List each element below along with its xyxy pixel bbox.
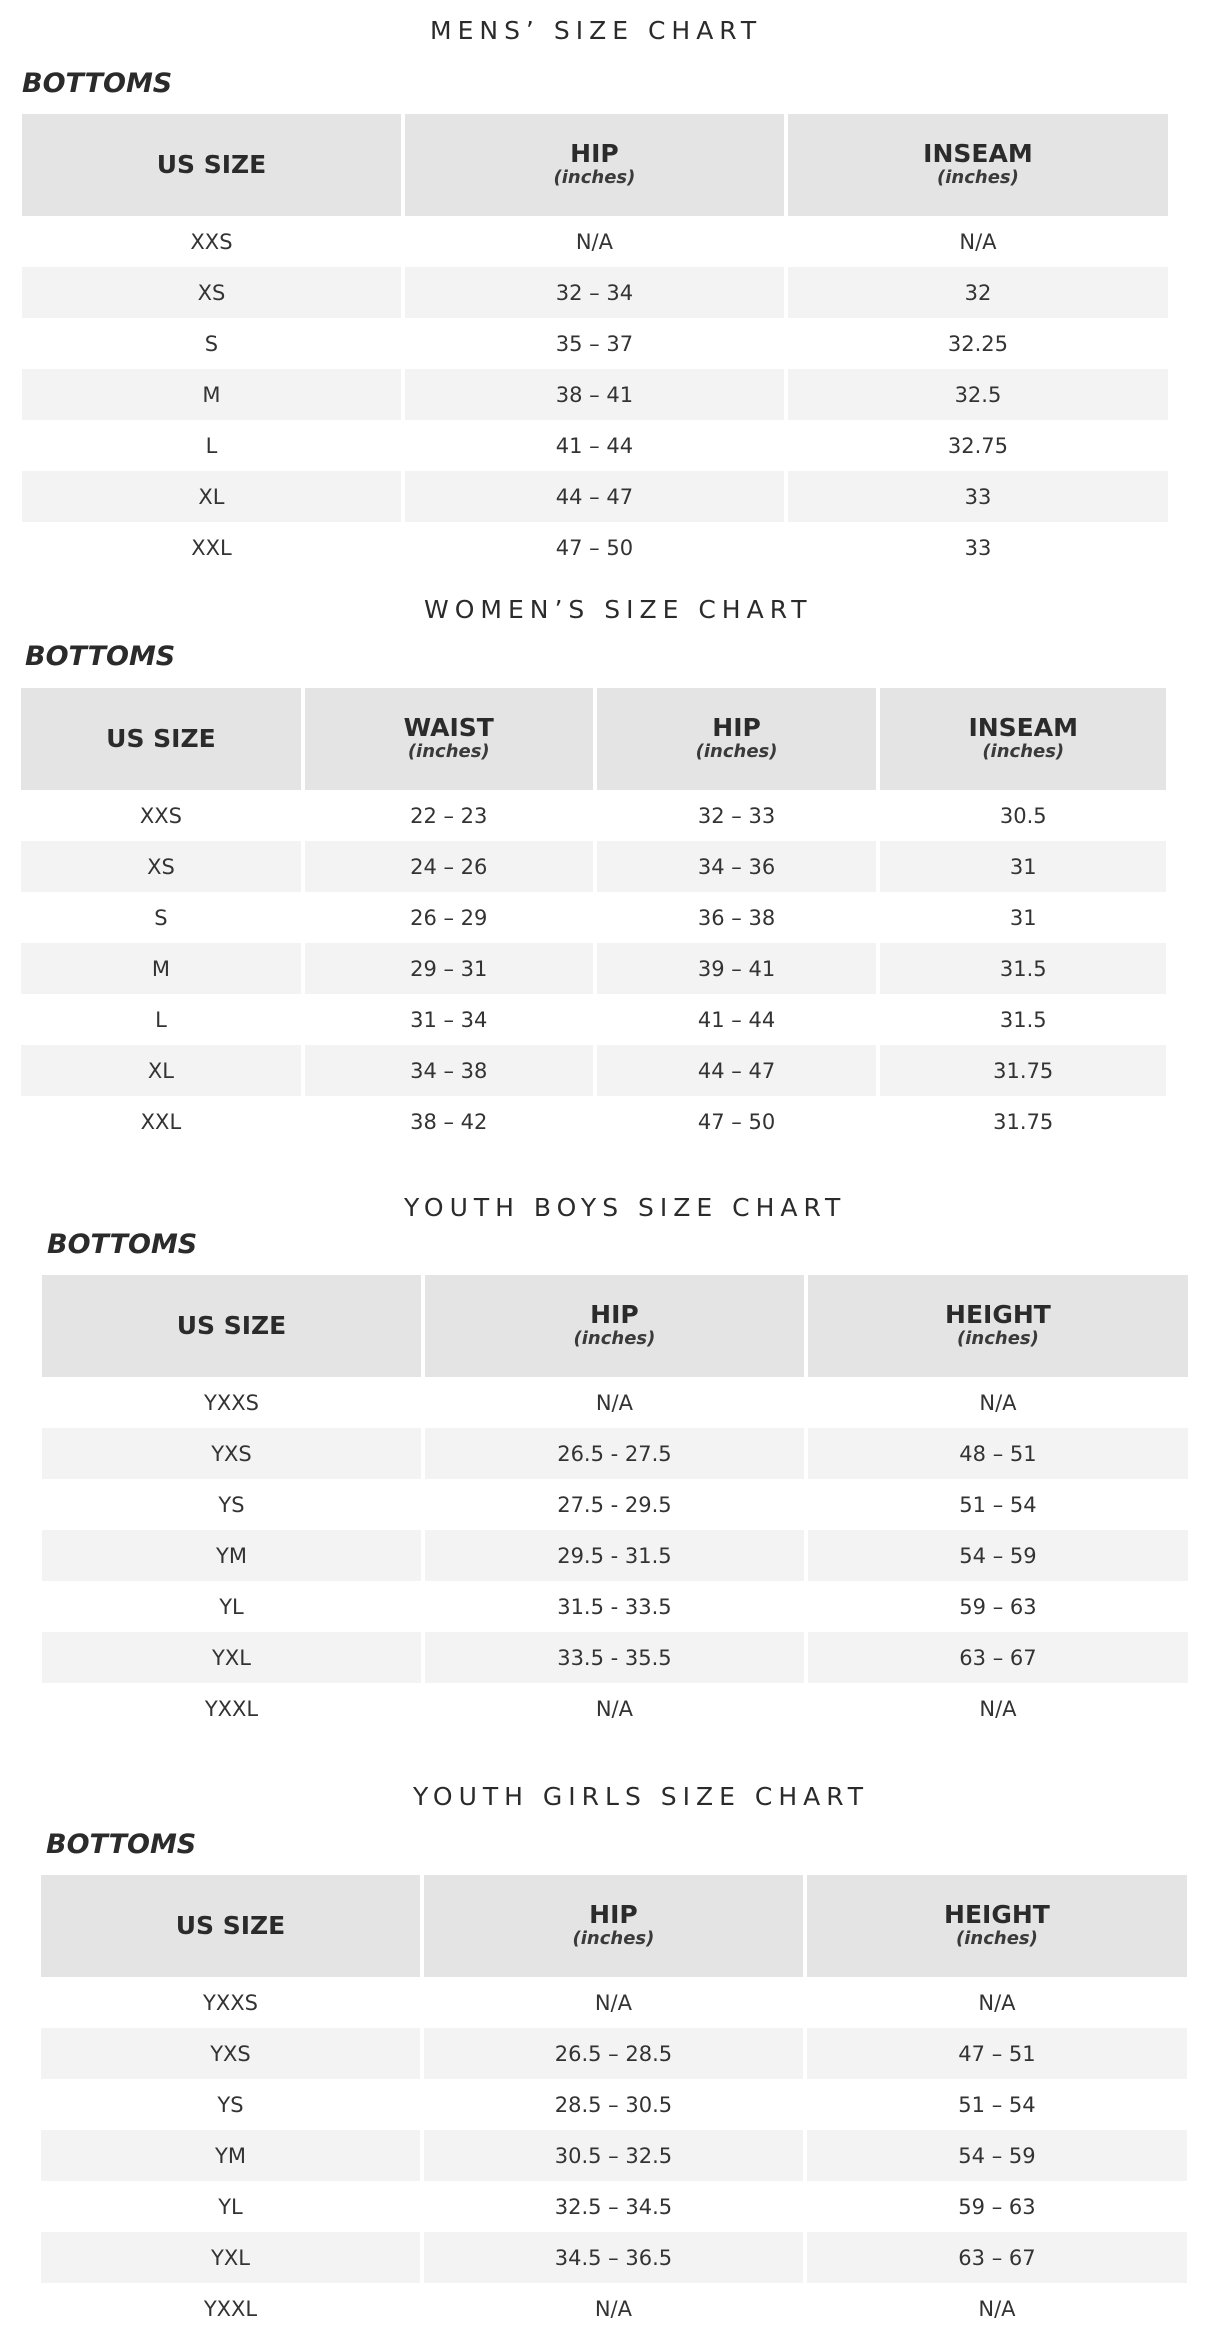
table-cell: 41 – 44 — [697, 1007, 776, 1032]
table-row — [22, 369, 1168, 420]
table-row — [21, 1045, 1166, 1096]
table-cell: 22 – 23 — [410, 803, 488, 828]
table-row — [41, 1977, 1187, 2028]
table-row — [21, 994, 1166, 1045]
table-cell: 47 – 50 — [697, 1109, 776, 1134]
column-header — [41, 1875, 420, 1977]
column-header — [880, 688, 1166, 790]
table-cell: YXXS — [203, 1990, 258, 2015]
table-cell: 38 – 41 — [405, 369, 784, 420]
table-row — [42, 1479, 1188, 1530]
table-row — [41, 2079, 1187, 2130]
table-cell: 59 – 63 — [958, 2194, 1036, 2219]
table-cell: 26 – 29 — [410, 905, 488, 930]
table-cell: XXL — [191, 535, 232, 560]
table-cell: N/A — [595, 1696, 633, 1721]
table-row — [21, 943, 1166, 994]
table-cell: 31 — [1009, 905, 1037, 930]
youth-girls-bottoms-subtitle: BOTTOMS — [46, 1829, 197, 1860]
column-header-unit: (inches) — [553, 167, 636, 189]
table-header-row — [41, 1875, 1187, 1977]
table-cell: XXS — [190, 229, 233, 254]
table-cell: 44 – 47 — [597, 1045, 877, 1096]
column-header-label: HEIGHT — [945, 1300, 1051, 1330]
table-cell: 34 – 38 — [305, 1045, 593, 1096]
column-header-label: HIP — [712, 713, 761, 743]
table-cell: 47 – 51 — [807, 2028, 1187, 2079]
table-cell: 24 – 26 — [305, 841, 593, 892]
table-cell: YS — [218, 1492, 245, 1517]
table-header-row — [42, 1275, 1188, 1377]
table-cell: 32 – 33 — [697, 803, 776, 828]
table-cell: N/A — [594, 2296, 632, 2321]
table-cell: 32.75 — [947, 433, 1009, 458]
table-cell: 26.5 - 27.5 — [425, 1428, 804, 1479]
column-header-unit: (inches) — [937, 167, 1019, 189]
column-header — [405, 114, 784, 216]
table-row — [42, 1428, 1188, 1479]
table-cell: 38 – 42 — [410, 1109, 488, 1134]
column-header-label: HIP — [570, 139, 619, 169]
column-header — [21, 688, 301, 790]
table-cell: S — [204, 331, 219, 356]
mens-bottoms-subtitle: BOTTOMS — [22, 68, 173, 99]
table-cell: 30.5 – 32.5 — [424, 2130, 803, 2181]
table-row — [22, 471, 1168, 522]
youth-girls-chart-title: YOUTH GIRLS SIZE CHART — [413, 1782, 870, 1811]
table-cell: 54 – 59 — [807, 2130, 1187, 2181]
youth-boys-size-table — [38, 1275, 1192, 1734]
table-cell: 63 – 67 — [807, 2232, 1187, 2283]
table-cell: N/A — [595, 1390, 633, 1415]
table-cell: 36 – 38 — [697, 905, 776, 930]
column-header-label: WAIST — [403, 713, 494, 743]
table-cell: XL — [22, 471, 401, 522]
table-cell: 31 — [880, 841, 1166, 892]
column-header — [424, 1875, 803, 1977]
table-cell: YXS — [41, 2028, 420, 2079]
table-cell: 63 – 67 — [808, 1632, 1188, 1683]
column-header-label: HIP — [589, 1900, 638, 1930]
table-cell: YM — [42, 1530, 421, 1581]
table-cell: 27.5 - 29.5 — [557, 1492, 672, 1517]
table-cell: XS — [22, 267, 401, 318]
table-row — [41, 2181, 1187, 2232]
table-row — [41, 2028, 1187, 2079]
table-row — [41, 2232, 1187, 2283]
column-header — [788, 114, 1168, 216]
column-header — [807, 1875, 1187, 1977]
table-cell: 41 – 44 — [555, 433, 634, 458]
column-header-label: INSEAM — [923, 139, 1033, 169]
table-cell: N/A — [575, 229, 613, 254]
table-cell: 31.5 — [880, 943, 1166, 994]
table-row — [22, 522, 1168, 573]
table-cell: 32 – 34 — [405, 267, 784, 318]
womens-chart-title: WOMEN’S SIZE CHART — [424, 595, 813, 624]
table-cell: N/A — [978, 1990, 1016, 2015]
table-cell: 51 – 54 — [959, 1492, 1037, 1517]
table-cell: YXXS — [204, 1390, 259, 1415]
column-header-unit: (inches) — [956, 1928, 1038, 1950]
table-cell: YXL — [42, 1632, 421, 1683]
table-cell: 26.5 – 28.5 — [424, 2028, 803, 2079]
column-header-label: US SIZE — [156, 149, 267, 179]
table-cell: 32.25 — [947, 331, 1009, 356]
table-cell: 34 – 36 — [597, 841, 877, 892]
table-row — [22, 267, 1168, 318]
table-cell: 32 — [788, 267, 1168, 318]
column-header-label: HIP — [590, 1300, 639, 1330]
table-cell: 54 – 59 — [808, 1530, 1188, 1581]
table-cell: YXXL — [203, 2296, 258, 2321]
column-header — [597, 688, 877, 790]
table-cell: M — [21, 943, 301, 994]
table-row — [22, 216, 1168, 267]
table-cell: N/A — [978, 2296, 1016, 2321]
table-row — [21, 790, 1166, 841]
table-cell: 59 – 63 — [959, 1594, 1037, 1619]
column-header-unit: (inches) — [407, 741, 490, 763]
column-header-unit: (inches) — [982, 741, 1065, 763]
table-cell: 30.5 — [999, 803, 1047, 828]
table-row — [22, 420, 1168, 471]
youth-boys-chart-title: YOUTH BOYS SIZE CHART — [404, 1193, 847, 1222]
table-cell: 39 – 41 — [597, 943, 877, 994]
table-cell: 31.5 — [999, 1007, 1047, 1032]
table-cell: 33.5 - 35.5 — [425, 1632, 804, 1683]
table-cell: 31.5 - 33.5 — [557, 1594, 672, 1619]
column-header-label: INSEAM — [968, 713, 1078, 743]
table-cell: 31.75 — [880, 1045, 1166, 1096]
table-cell: YXS — [42, 1428, 421, 1479]
table-row — [41, 2130, 1187, 2181]
table-row — [42, 1632, 1188, 1683]
table-cell: 28.5 – 30.5 — [554, 2092, 673, 2117]
column-header-label: US SIZE — [175, 1910, 286, 1940]
column-header-unit: (inches) — [957, 1328, 1039, 1350]
table-row — [42, 1581, 1188, 1632]
table-cell: YL — [218, 2194, 243, 2219]
table-cell: 34.5 – 36.5 — [424, 2232, 803, 2283]
column-header — [808, 1275, 1188, 1377]
table-cell: 31.75 — [993, 1109, 1054, 1134]
table-cell: YXXL — [204, 1696, 259, 1721]
table-cell: XXS — [139, 803, 182, 828]
table-row — [42, 1377, 1188, 1428]
womens-bottoms-subtitle: BOTTOMS — [25, 641, 176, 672]
column-header — [42, 1275, 421, 1377]
table-cell: YXL — [41, 2232, 420, 2283]
table-cell: N/A — [959, 229, 997, 254]
table-cell: 32.5 — [788, 369, 1168, 420]
table-cell: 29 – 31 — [305, 943, 593, 994]
table-cell: N/A — [979, 1696, 1017, 1721]
table-cell: YL — [219, 1594, 244, 1619]
table-cell: 51 – 54 — [958, 2092, 1036, 2117]
column-header-unit: (inches) — [573, 1328, 656, 1350]
table-row — [21, 892, 1166, 943]
table-row — [42, 1683, 1188, 1734]
table-cell: XL — [21, 1045, 301, 1096]
table-cell: N/A — [979, 1390, 1017, 1415]
table-cell: L — [155, 1007, 167, 1032]
table-cell: 31 – 34 — [410, 1007, 488, 1032]
table-cell: 47 – 50 — [555, 535, 634, 560]
column-header-label: US SIZE — [106, 723, 216, 753]
youth-girls-size-table — [37, 1875, 1191, 2334]
table-cell: 48 – 51 — [808, 1428, 1188, 1479]
table-cell: 29.5 - 31.5 — [425, 1530, 804, 1581]
mens-chart-title: MENS’ SIZE CHART — [430, 16, 763, 45]
table-cell: 33 — [964, 535, 992, 560]
youth-boys-bottoms-subtitle: BOTTOMS — [47, 1229, 198, 1260]
table-header-row — [22, 114, 1168, 216]
table-cell: S — [154, 905, 168, 930]
table-row — [41, 2283, 1187, 2334]
table-cell: 32.5 – 34.5 — [554, 2194, 673, 2219]
mens-size-table — [18, 114, 1172, 573]
table-cell: YM — [41, 2130, 420, 2181]
table-cell: XXL — [140, 1109, 182, 1134]
table-cell: L — [205, 433, 218, 458]
column-header — [22, 114, 401, 216]
column-header-label: HEIGHT — [944, 1900, 1050, 1930]
column-header-label: US SIZE — [176, 1310, 287, 1340]
table-cell: XS — [21, 841, 301, 892]
column-header-unit: (inches) — [695, 741, 778, 763]
column-header — [425, 1275, 804, 1377]
table-row — [42, 1530, 1188, 1581]
table-cell: N/A — [594, 1990, 632, 2015]
table-cell: YS — [217, 2092, 244, 2117]
column-header-unit: (inches) — [572, 1928, 655, 1950]
table-row — [22, 318, 1168, 369]
table-cell: 35 – 37 — [555, 331, 634, 356]
table-cell: M — [22, 369, 401, 420]
column-header — [305, 688, 593, 790]
table-row — [21, 841, 1166, 892]
table-cell: 44 – 47 — [405, 471, 784, 522]
table-cell: 33 — [788, 471, 1168, 522]
womens-size-table — [17, 688, 1170, 1147]
table-row — [21, 1096, 1166, 1147]
table-header-row — [21, 688, 1166, 790]
